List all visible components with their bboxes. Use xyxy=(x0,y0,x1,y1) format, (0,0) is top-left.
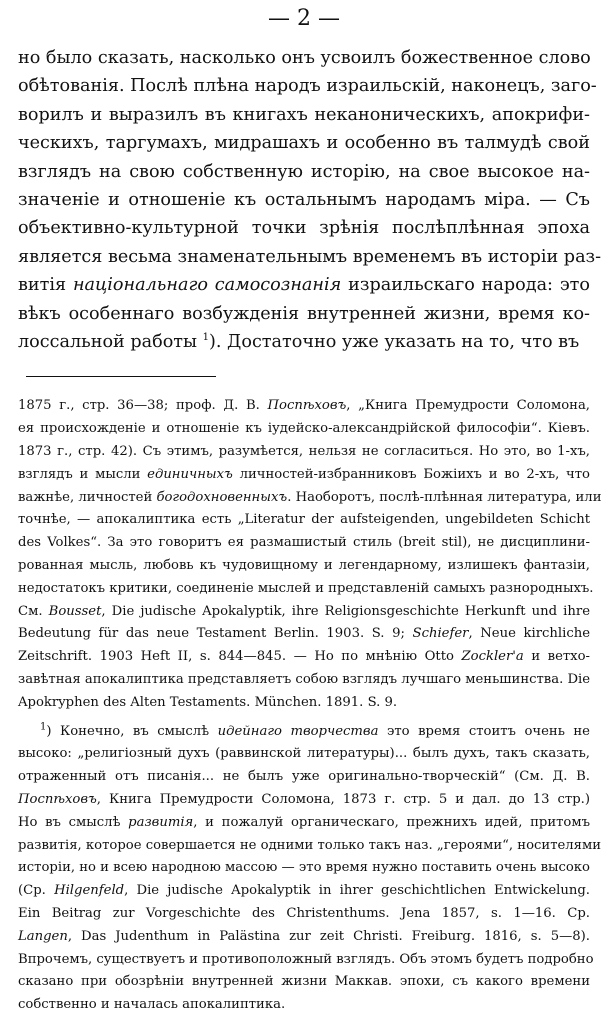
note-line: ея происхожденіе и отношеніе къ іудейско-александрійской философіи“. Кіевъ. xyxy=(18,421,590,437)
note-line: недостатокъ критики, соединеніе мыслей и представленій самыхъ разнородныхъ. xyxy=(18,580,594,596)
text-run: и ветхо- xyxy=(523,649,591,665)
note-line xyxy=(18,487,602,510)
footnote-ref[interactable]: 1 xyxy=(202,332,209,344)
italic-author: Langen xyxy=(18,928,68,944)
italic-emphasis: идейнаго творчества xyxy=(217,723,379,739)
note-line xyxy=(18,926,590,949)
text-run: (Ср. xyxy=(18,883,55,899)
italic-emphasis: развитія xyxy=(128,814,194,830)
italic-emphasis: богодохновенныхъ xyxy=(156,489,288,505)
footnote-continued xyxy=(18,395,602,714)
main-paragraph xyxy=(18,44,602,356)
text-line: обѣтованія. Послѣ плѣна народъ израильскій, наконецъ, заго- xyxy=(18,76,597,97)
text-run: важнѣе, личностей xyxy=(18,489,157,505)
text-line: значеніе и отношеніе къ остальнымъ народамъ міра. — Съ xyxy=(18,190,590,211)
italic-emphasis: единичныхъ xyxy=(147,466,233,482)
text-run: , и пожалуй органическаго, прежнихъ идей, притомъ xyxy=(193,814,590,830)
italic-author: Schiefer xyxy=(412,626,469,642)
text-line: ворилъ и выразилъ въ книгахъ неканоническихъ, апокрифи- xyxy=(18,104,590,125)
text-run: 1875 г., стр. 36—38; проф. Д. В. xyxy=(18,398,268,414)
text-run: израильскаго народа: это xyxy=(341,275,591,296)
note-line xyxy=(18,601,590,624)
text-run: ) Конечно, въ смыслѣ xyxy=(46,723,218,739)
italic-author: Поспѣховъ xyxy=(267,398,347,414)
text-run: Но въ смыслѣ xyxy=(18,814,129,830)
text-run: витія xyxy=(18,275,73,296)
note-line: отраженный отъ писанія... не былъ уже оригинально-творческій“ (См. Д. В. xyxy=(18,769,590,785)
note-line: рованная мысль, любовь къ чудовищному и легендарному, излишекъ фантазіи, xyxy=(18,558,590,574)
text-run: , Die judische Apokalyptik, ihre Religionsgeschichte Herkunft und ihre xyxy=(101,603,590,619)
text-line: объективно-культурной точки зрѣнія послѣплѣнная эпоха xyxy=(18,218,590,239)
note-line: сказано при обозрѣніи внутренней жизни Маккав. эпохи, съ какого времени xyxy=(18,974,590,990)
italic-author: Hilgenfeld xyxy=(54,883,125,899)
text-run: . Наоборотъ, послѣ-плѣнная литература, или xyxy=(287,489,602,505)
note-line xyxy=(18,721,590,744)
text-run: это время стоитъ очень не xyxy=(378,723,590,739)
italic-author: Zockler'a xyxy=(461,649,524,665)
note-line: 1873 г., стр. 42). Съ этимъ, разумѣется, нельзя не согласиться. Но это, во 1-хъ, xyxy=(18,444,590,460)
footnote-marker: 1 xyxy=(40,721,47,733)
note-line: завѣтная апокалиптика представляетъ собою взглядъ лучшаго меньшинства. Die xyxy=(18,672,591,688)
text-run: , „Книга Премудрости Соломона, xyxy=(346,398,590,414)
main-text xyxy=(18,44,602,356)
note-line: собственно и началась апокалиптика. xyxy=(18,997,286,1013)
note-line: высоко: „религіозный духъ (раввинской литературы)... былъ духъ, такъ сказать, xyxy=(18,746,590,762)
italic-emphasis: національнаго самосознанія xyxy=(72,275,342,296)
note-line xyxy=(18,812,590,835)
note-line: точнѣе, — апокалиптика есть „Literatur der aufsteigenden, ungebildeten Schicht xyxy=(18,512,590,528)
text-line: ческихъ, таргумахъ, мидрашахъ и особенно въ талмудѣ свой xyxy=(18,133,590,154)
note-line: des Volkes“. За это говоритъ ея размашистый стиль (breit stil), не дисциплини- xyxy=(18,535,590,551)
text-run: Bedeutung für das neue Testament Berlin. 1903. S. 9; xyxy=(18,626,413,642)
note-line xyxy=(18,646,590,669)
text-run: ). Достаточно уже указать на то, что въ xyxy=(209,332,580,353)
italic-author: Поспѣховъ xyxy=(18,792,97,808)
footnotes xyxy=(18,395,602,1017)
note-line xyxy=(18,880,590,903)
text-run: , Die judische Apokalyptik in ihrer geschichtlichen Entwickelung. xyxy=(124,883,591,899)
page-number: — 2 — xyxy=(268,6,340,31)
text-run: взглядъ и мысли xyxy=(18,466,148,482)
footnote-separator xyxy=(26,376,216,377)
note-line xyxy=(18,395,590,418)
text-run: лоссальной работы xyxy=(18,332,203,353)
text-line: взглядъ на свою собственную исторію, на свое высокое на- xyxy=(18,161,590,182)
note-line: исторіи, но и всею народною массою — это время нужно поставить очень высоко xyxy=(18,860,590,876)
note-line: Впрочемъ, существуетъ и противоположный взглядъ. Объ этомъ будетъ подробно xyxy=(18,951,594,967)
note-line xyxy=(18,789,590,812)
note-line: Apokryphen des Alten Testaments. München. 1891. S. 9. xyxy=(18,694,398,710)
text-line: является весьма знаменательнымъ временемъ въ исторіи раз- xyxy=(18,246,602,267)
italic-author: Bousset xyxy=(48,603,102,619)
text-run: , Neue kirchliche xyxy=(468,626,591,642)
text-line xyxy=(18,328,590,356)
note-line xyxy=(18,623,590,646)
text-line: но было сказать, насколько онъ усвоилъ божественное слово xyxy=(18,48,591,68)
text-run: См. xyxy=(18,603,49,619)
text-line xyxy=(18,271,590,299)
text-line: вѣкъ особеннаго возбужденія внутренней жизни, время ко- xyxy=(18,303,590,324)
note-line: развитія, которое совершается не одними только такъ наз. „героями“, носителями xyxy=(18,837,602,853)
text-run: Zeitschrift. 1903 Heft II, s. 844—845. — Но по мнѣнію Otto xyxy=(18,649,462,665)
text-run: , Книга Премудрости Соломона, 1873 г. стр. 5 и дал. до 13 стр.) xyxy=(96,792,590,808)
note-line xyxy=(18,464,590,487)
text-run: , Das Judenthum in Palästina zur zeit Christi. Freiburg. 1816, s. 5—8). xyxy=(67,928,590,944)
text-run: личностей-избранниковъ Божіихъ и во 2-хъ, что xyxy=(232,466,590,482)
footnote-1 xyxy=(18,721,602,1017)
note-line: Ein Beitrag zur Vorgeschichte des Christenthums. Jena 1857, s. 1—16. Cp. xyxy=(18,906,590,921)
